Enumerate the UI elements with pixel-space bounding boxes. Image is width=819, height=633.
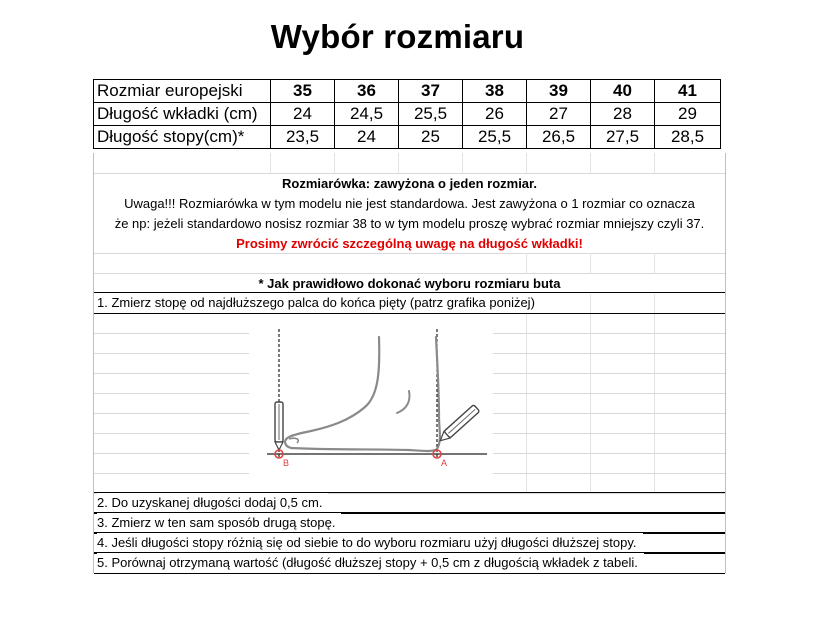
step-4: 4. Jeśli długości stopy różnią się od siebie to do wyboru rozmiaru użyj długości dłuższej stopy. (97, 533, 643, 553)
size-cell: 37 (399, 80, 463, 103)
size-cell: 39 (527, 80, 591, 103)
foot-cell: 25,5 (463, 126, 527, 149)
page-title: Wybór rozmiaru (270, 18, 525, 55)
grid-line (590, 293, 591, 493)
grid-line (654, 293, 655, 493)
grid-line (462, 153, 463, 173)
toe-outline (289, 438, 298, 443)
row-label: Rozmiar europejski (94, 80, 271, 103)
insole-cell: 28 (591, 103, 655, 126)
insole-cell: 29 (655, 103, 721, 126)
pencil-icon (275, 402, 283, 450)
size-table (93, 79, 721, 149)
insole-cell: 24,5 (335, 103, 399, 126)
size-cell: 38 (463, 80, 527, 103)
grid-row (94, 253, 725, 274)
notice-heading: Rozmiarówka: zawyżona o jeden rozmiar. (94, 174, 725, 194)
grid-line (654, 153, 655, 173)
step-3: 3. Zmierz w ten sam sposób drugą stopę. (97, 513, 341, 533)
notice-warning: Prosimy zwrócić szczególną uwagę na długość wkładki! (236, 236, 583, 251)
notice-line-1: Uwaga!!! Rozmiarówka w tym modelu nie jest standardowa. Jest zawyżona o 1 rozmiar co oznacza (94, 194, 725, 214)
foot-cell: 28,5 (655, 126, 721, 149)
grid-line (526, 293, 527, 493)
table-row-foot-length (94, 126, 721, 149)
row-label: Długość wkładki (cm) (94, 103, 271, 126)
size-cell: 40 (591, 80, 655, 103)
foot-outline (285, 337, 440, 451)
insole-cell: 27 (527, 103, 591, 126)
foot-measurement-figure (249, 329, 493, 492)
foot-cell: 27,5 (591, 126, 655, 149)
foot-cell: 25 (399, 126, 463, 149)
step-1: 1. Zmierz stopę od najdłuższego palca do końca pięty (patrz grafika poniżej) (97, 293, 541, 313)
ankle-outline (397, 391, 410, 413)
label-b: B (283, 458, 290, 468)
foot-cell: 23,5 (271, 126, 335, 149)
grid-line (270, 153, 271, 173)
row-label: Długość stopy(cm)* (94, 126, 271, 149)
foot-cell: 24 (335, 126, 399, 149)
foot-diagram (249, 329, 493, 492)
insole-cell: 25,5 (399, 103, 463, 126)
table-row-insole-length (94, 103, 721, 126)
pencil-icon (437, 405, 479, 444)
size-cell: 41 (655, 80, 721, 103)
insole-cell: 26 (463, 103, 527, 126)
grid-row (94, 153, 725, 174)
label-a: A (441, 458, 448, 468)
step-5: 5. Porównaj otrzymaną wartość (długość dłuższej stopy + 0,5 cm z długością wkładek z tabeli. (97, 553, 644, 573)
info-section (93, 153, 726, 573)
grid-line (334, 153, 335, 173)
size-cell: 35 (271, 80, 335, 103)
grid-line (398, 153, 399, 173)
foot-cell: 26,5 (527, 126, 591, 149)
grid-line (526, 153, 527, 173)
table-row-eu-size (94, 80, 721, 103)
notice-line-2: że np: jeżeli standardowo nosisz rozmiar 38 to w tym modelu proszę wybrać rozmiar mniejszy czyli 37. (94, 214, 725, 234)
step-2: 2. Do uzyskanej długości dodaj 0,5 cm. (97, 493, 328, 513)
grid-line (590, 153, 591, 173)
size-cell: 36 (335, 80, 399, 103)
insole-cell: 24 (271, 103, 335, 126)
howto-heading: * Jak prawidłowo dokonać wyboru rozmiaru buta (94, 274, 725, 294)
